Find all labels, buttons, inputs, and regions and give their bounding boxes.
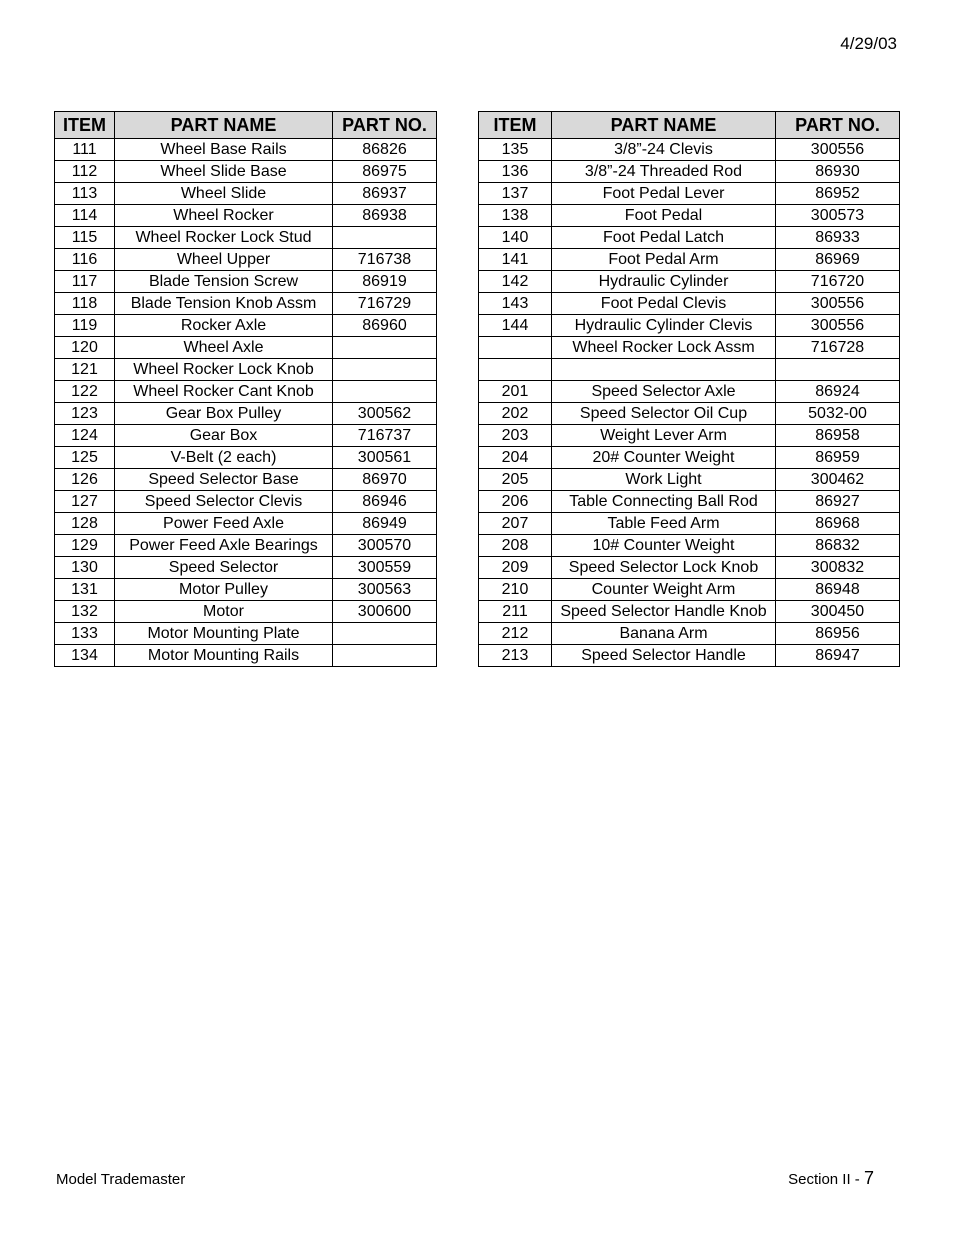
- part-name-cell: Motor Mounting Rails: [115, 645, 333, 667]
- part-no-cell: [333, 645, 437, 667]
- part-name-cell: Weight Lever Arm: [552, 425, 776, 447]
- part-name-cell: Foot Pedal Clevis: [552, 293, 776, 315]
- part-name-cell: Motor: [115, 601, 333, 623]
- table-header-row: [55, 112, 437, 139]
- document-date: 4/29/03: [840, 34, 897, 53]
- table-row: [479, 227, 900, 249]
- item-cell: 123: [55, 403, 115, 425]
- part-name-cell: 20# Counter Weight: [552, 447, 776, 469]
- item-cell: 129: [55, 535, 115, 557]
- part-no-cell: 716729: [333, 293, 437, 315]
- table-row: [55, 205, 437, 227]
- item-cell: 207: [479, 513, 552, 535]
- part-name-cell: Hydraulic Cylinder: [552, 271, 776, 293]
- part-name-cell: Motor Pulley: [115, 579, 333, 601]
- table-row: [55, 425, 437, 447]
- item-cell: 144: [479, 315, 552, 337]
- item-cell: 118: [55, 293, 115, 315]
- part-no-cell: 300562: [333, 403, 437, 425]
- part-name-cell: Wheel Rocker Lock Assm: [552, 337, 776, 359]
- part-no-cell: 86947: [776, 645, 900, 667]
- part-name-cell: Blade Tension Knob Assm: [115, 293, 333, 315]
- part-name-cell: Speed Selector Axle: [552, 381, 776, 403]
- part-name-cell: Foot Pedal Latch: [552, 227, 776, 249]
- table-row: [55, 601, 437, 623]
- item-cell: 116: [55, 249, 115, 271]
- part-name-cell: Wheel Base Rails: [115, 139, 333, 161]
- part-no-cell: [333, 623, 437, 645]
- item-cell: 125: [55, 447, 115, 469]
- table-row: [55, 271, 437, 293]
- item-cell: 119: [55, 315, 115, 337]
- table-row: [55, 359, 437, 381]
- parts-table-left: [54, 111, 437, 667]
- part-name-cell: Banana Arm: [552, 623, 776, 645]
- part-name-cell: Wheel Rocker Cant Knob: [115, 381, 333, 403]
- item-cell: 206: [479, 491, 552, 513]
- part-name-cell: Power Feed Axle Bearings: [115, 535, 333, 557]
- part-no-cell: 716720: [776, 271, 900, 293]
- part-no-cell: 86938: [333, 205, 437, 227]
- table-row: [479, 447, 900, 469]
- part-no-cell: 86968: [776, 513, 900, 535]
- item-cell: 141: [479, 249, 552, 271]
- item-column-header: ITEM: [479, 112, 552, 139]
- part-name-cell: Foot Pedal Lever: [552, 183, 776, 205]
- table-row: [479, 337, 900, 359]
- item-cell: 111: [55, 139, 115, 161]
- item-cell: 205: [479, 469, 552, 491]
- item-cell: 114: [55, 205, 115, 227]
- item-cell: 124: [55, 425, 115, 447]
- table-row: [479, 557, 900, 579]
- part-no-cell: 86937: [333, 183, 437, 205]
- part-no-cell: 300832: [776, 557, 900, 579]
- item-cell: 130: [55, 557, 115, 579]
- table-row: [55, 337, 437, 359]
- part-no-cell: 86959: [776, 447, 900, 469]
- item-cell: 126: [55, 469, 115, 491]
- part-no-cell: [333, 337, 437, 359]
- part-name-column-header: PART NAME: [115, 112, 333, 139]
- part-no-cell: 300561: [333, 447, 437, 469]
- part-name-cell: Speed Selector Clevis: [115, 491, 333, 513]
- part-no-cell: 86919: [333, 271, 437, 293]
- table-row: [55, 623, 437, 645]
- part-name-cell: [552, 359, 776, 381]
- table-row: [55, 535, 437, 557]
- part-no-cell: 86933: [776, 227, 900, 249]
- part-no-cell: 5032-00: [776, 403, 900, 425]
- part-name-cell: Work Light: [552, 469, 776, 491]
- part-name-cell: Speed Selector: [115, 557, 333, 579]
- item-cell: 210: [479, 579, 552, 601]
- part-no-cell: 300573: [776, 205, 900, 227]
- part-name-cell: Speed Selector Oil Cup: [552, 403, 776, 425]
- table-row: [479, 535, 900, 557]
- part-no-cell: 86927: [776, 491, 900, 513]
- item-cell: 113: [55, 183, 115, 205]
- table-row: [55, 249, 437, 271]
- table-row: [55, 447, 437, 469]
- part-no-column-header: PART NO.: [776, 112, 900, 139]
- table-row: [55, 381, 437, 403]
- table-row: [55, 161, 437, 183]
- part-no-cell: [333, 359, 437, 381]
- table-row: [479, 623, 900, 645]
- item-cell: 137: [479, 183, 552, 205]
- part-no-cell: 716737: [333, 425, 437, 447]
- table-row: [55, 139, 437, 161]
- table-row: [55, 645, 437, 667]
- item-cell: 134: [55, 645, 115, 667]
- item-cell: 201: [479, 381, 552, 403]
- table-row: [479, 205, 900, 227]
- item-cell: 112: [55, 161, 115, 183]
- part-no-cell: 300556: [776, 315, 900, 337]
- section-label: Section II -: [788, 1171, 864, 1188]
- footer-model: Model Trademaster: [56, 1171, 186, 1188]
- item-cell: 117: [55, 271, 115, 293]
- part-name-cell: Gear Box Pulley: [115, 403, 333, 425]
- part-no-cell: 300600: [333, 601, 437, 623]
- table-row: [479, 579, 900, 601]
- part-no-cell: 86832: [776, 535, 900, 557]
- item-cell: 127: [55, 491, 115, 513]
- parts-table-right: [478, 111, 900, 667]
- item-cell: 209: [479, 557, 552, 579]
- part-no-cell: 300450: [776, 601, 900, 623]
- item-cell: 115: [55, 227, 115, 249]
- item-cell: 204: [479, 447, 552, 469]
- item-cell: 213: [479, 645, 552, 667]
- table-row: [479, 645, 900, 667]
- page-number: 7: [863, 1168, 874, 1188]
- part-name-cell: Blade Tension Screw: [115, 271, 333, 293]
- part-name-cell: Wheel Slide: [115, 183, 333, 205]
- part-no-cell: 716738: [333, 249, 437, 271]
- part-name-cell: Wheel Axle: [115, 337, 333, 359]
- part-name-cell: 10# Counter Weight: [552, 535, 776, 557]
- table-row: [479, 491, 900, 513]
- part-name-cell: Table Feed Arm: [552, 513, 776, 535]
- item-cell: 136: [479, 161, 552, 183]
- table-row: [479, 381, 900, 403]
- part-no-cell: 86958: [776, 425, 900, 447]
- table-row: [55, 557, 437, 579]
- table-row: [479, 271, 900, 293]
- table-row: [55, 469, 437, 491]
- item-column-header: ITEM: [55, 112, 115, 139]
- part-no-cell: 300462: [776, 469, 900, 491]
- item-cell: 211: [479, 601, 552, 623]
- part-name-cell: Wheel Rocker Lock Stud: [115, 227, 333, 249]
- part-no-column-header: PART NO.: [333, 112, 437, 139]
- part-no-cell: 86948: [776, 579, 900, 601]
- item-cell: 142: [479, 271, 552, 293]
- item-cell: 122: [55, 381, 115, 403]
- part-no-cell: [776, 359, 900, 381]
- part-no-cell: 86946: [333, 491, 437, 513]
- table-row: [479, 469, 900, 491]
- part-no-cell: 300559: [333, 557, 437, 579]
- footer-section: [788, 1168, 874, 1189]
- part-no-cell: 86949: [333, 513, 437, 535]
- part-no-cell: 86826: [333, 139, 437, 161]
- table-row: [479, 359, 900, 381]
- part-no-cell: 86930: [776, 161, 900, 183]
- part-name-cell: 3/8”-24 Threaded Rod: [552, 161, 776, 183]
- table-row: [479, 403, 900, 425]
- table-row: [55, 227, 437, 249]
- table-row: [479, 293, 900, 315]
- part-name-cell: Table Connecting Ball Rod: [552, 491, 776, 513]
- part-name-cell: Wheel Upper: [115, 249, 333, 271]
- part-no-cell: 86956: [776, 623, 900, 645]
- table-row: [479, 183, 900, 205]
- part-name-cell: V-Belt (2 each): [115, 447, 333, 469]
- table-row: [479, 425, 900, 447]
- table-row: [479, 139, 900, 161]
- part-no-cell: 86960: [333, 315, 437, 337]
- part-name-cell: Wheel Slide Base: [115, 161, 333, 183]
- table-row: [479, 601, 900, 623]
- part-no-cell: 86970: [333, 469, 437, 491]
- part-name-cell: 3/8”-24 Clevis: [552, 139, 776, 161]
- part-name-cell: Hydraulic Cylinder Clevis: [552, 315, 776, 337]
- table-row: [479, 249, 900, 271]
- table-row: [479, 161, 900, 183]
- part-name-cell: Speed Selector Base: [115, 469, 333, 491]
- part-no-cell: 300556: [776, 293, 900, 315]
- item-cell: 208: [479, 535, 552, 557]
- item-cell: 143: [479, 293, 552, 315]
- part-no-cell: 300570: [333, 535, 437, 557]
- table-header-row: [479, 112, 900, 139]
- item-cell: [479, 359, 552, 381]
- table-row: [55, 293, 437, 315]
- part-no-cell: 86924: [776, 381, 900, 403]
- part-name-cell: Counter Weight Arm: [552, 579, 776, 601]
- part-name-cell: Motor Mounting Plate: [115, 623, 333, 645]
- part-name-cell: Wheel Rocker Lock Knob: [115, 359, 333, 381]
- part-no-cell: [333, 227, 437, 249]
- item-cell: 128: [55, 513, 115, 535]
- part-no-cell: 86952: [776, 183, 900, 205]
- table-row: [55, 513, 437, 535]
- part-no-cell: 300556: [776, 139, 900, 161]
- part-no-cell: 86969: [776, 249, 900, 271]
- part-name-column-header: PART NAME: [552, 112, 776, 139]
- item-cell: [479, 337, 552, 359]
- item-cell: 120: [55, 337, 115, 359]
- table-row: [55, 403, 437, 425]
- part-no-cell: [333, 381, 437, 403]
- item-cell: 132: [55, 601, 115, 623]
- item-cell: 138: [479, 205, 552, 227]
- part-no-cell: 716728: [776, 337, 900, 359]
- item-cell: 135: [479, 139, 552, 161]
- table-row: [479, 513, 900, 535]
- table-row: [55, 315, 437, 337]
- part-name-cell: Gear Box: [115, 425, 333, 447]
- part-name-cell: Rocker Axle: [115, 315, 333, 337]
- table-row: [55, 491, 437, 513]
- part-name-cell: Speed Selector Handle: [552, 645, 776, 667]
- item-cell: 133: [55, 623, 115, 645]
- item-cell: 202: [479, 403, 552, 425]
- table-row: [55, 183, 437, 205]
- table-row: [55, 579, 437, 601]
- part-name-cell: Speed Selector Handle Knob: [552, 601, 776, 623]
- item-cell: 121: [55, 359, 115, 381]
- part-name-cell: Power Feed Axle: [115, 513, 333, 535]
- item-cell: 212: [479, 623, 552, 645]
- item-cell: 203: [479, 425, 552, 447]
- part-name-cell: Foot Pedal Arm: [552, 249, 776, 271]
- part-name-cell: Foot Pedal: [552, 205, 776, 227]
- item-cell: 131: [55, 579, 115, 601]
- part-name-cell: Wheel Rocker: [115, 205, 333, 227]
- part-no-cell: 300563: [333, 579, 437, 601]
- part-name-cell: Speed Selector Lock Knob: [552, 557, 776, 579]
- table-row: [479, 315, 900, 337]
- item-cell: 140: [479, 227, 552, 249]
- part-no-cell: 86975: [333, 161, 437, 183]
